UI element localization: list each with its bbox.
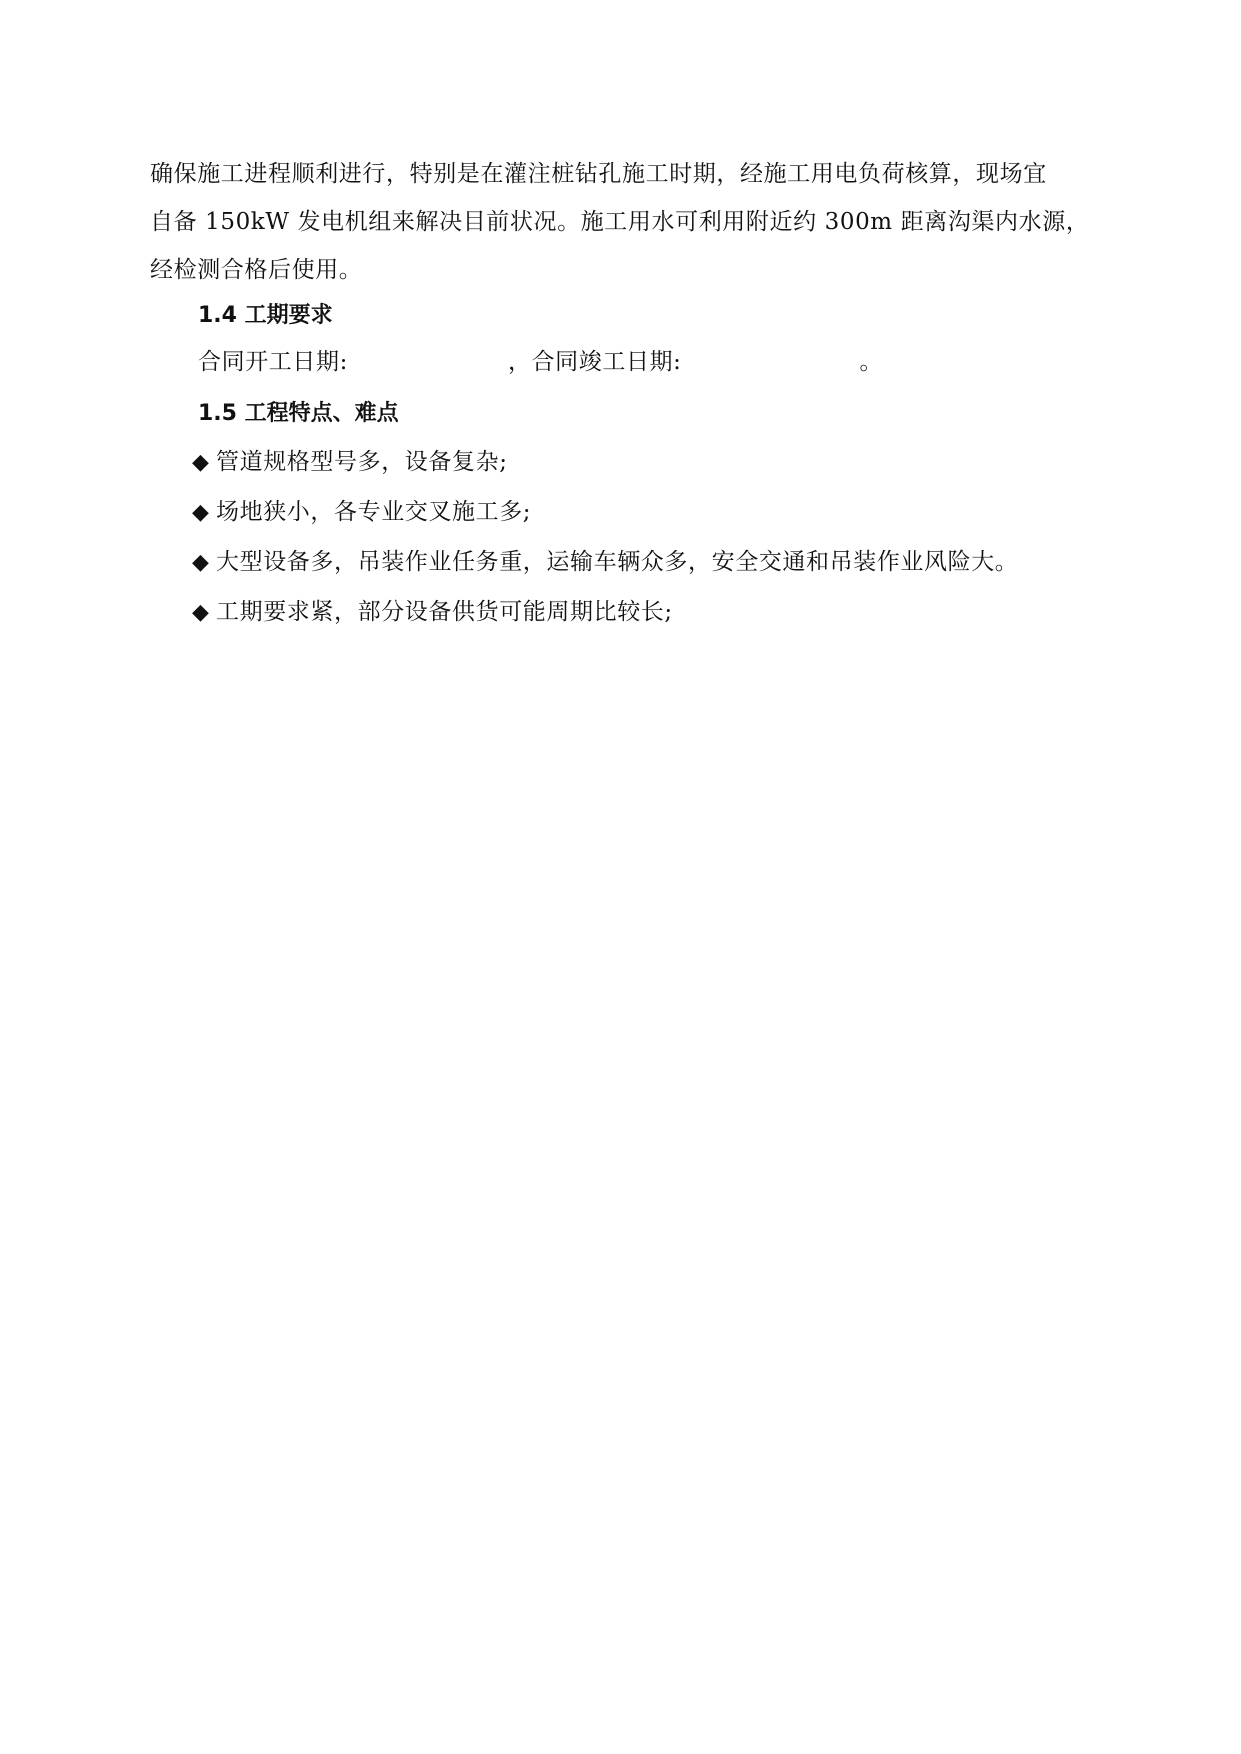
bullet-item	[192, 596, 673, 629]
bullet-text: 大型设备多，吊装作业任务重，运输车辆众多，安全交通和吊装作业风险大。	[216, 549, 1019, 575]
bullet-item	[192, 496, 531, 529]
bullet-text: 工期要求紧，部分设备供货可能周期比较长;	[216, 599, 673, 625]
end-mark: 。	[859, 349, 884, 375]
section-heading-1-4: 1.4 工期要求	[198, 303, 333, 328]
diamond-bullet-icon: ◆	[192, 500, 210, 525]
end-date-label: ，合同竣工日期:	[507, 349, 682, 375]
diamond-bullet-icon: ◆	[192, 600, 210, 625]
diamond-bullet-icon: ◆	[192, 550, 210, 575]
bullet-item	[192, 446, 508, 479]
section-heading-1-5: 1.5 工程特点、难点	[198, 401, 399, 426]
bullet-item	[192, 546, 1018, 579]
start-date-label: 合同开工日期:	[198, 349, 348, 375]
bullet-text: 场地狭小，各专业交叉施工多;	[216, 499, 532, 525]
diamond-bullet-icon: ◆	[192, 450, 210, 475]
contract-dates-line	[198, 346, 883, 378]
paragraph-line: 经检测合格后使用。	[150, 257, 363, 283]
paragraph-line: 确保施工进程顺利进行，特别是在灌注桩钻孔施工时期，经施工用电负荷核算，现场宜	[150, 161, 1047, 187]
bullet-text: 管道规格型号多，设备复杂;	[216, 449, 508, 475]
paragraph-line: 自备 150kW 发电机组来解决目前状况。施工用水可利用附近约 300m 距离沟渠内水源，	[150, 209, 1090, 235]
intro-paragraph	[150, 150, 1110, 294]
